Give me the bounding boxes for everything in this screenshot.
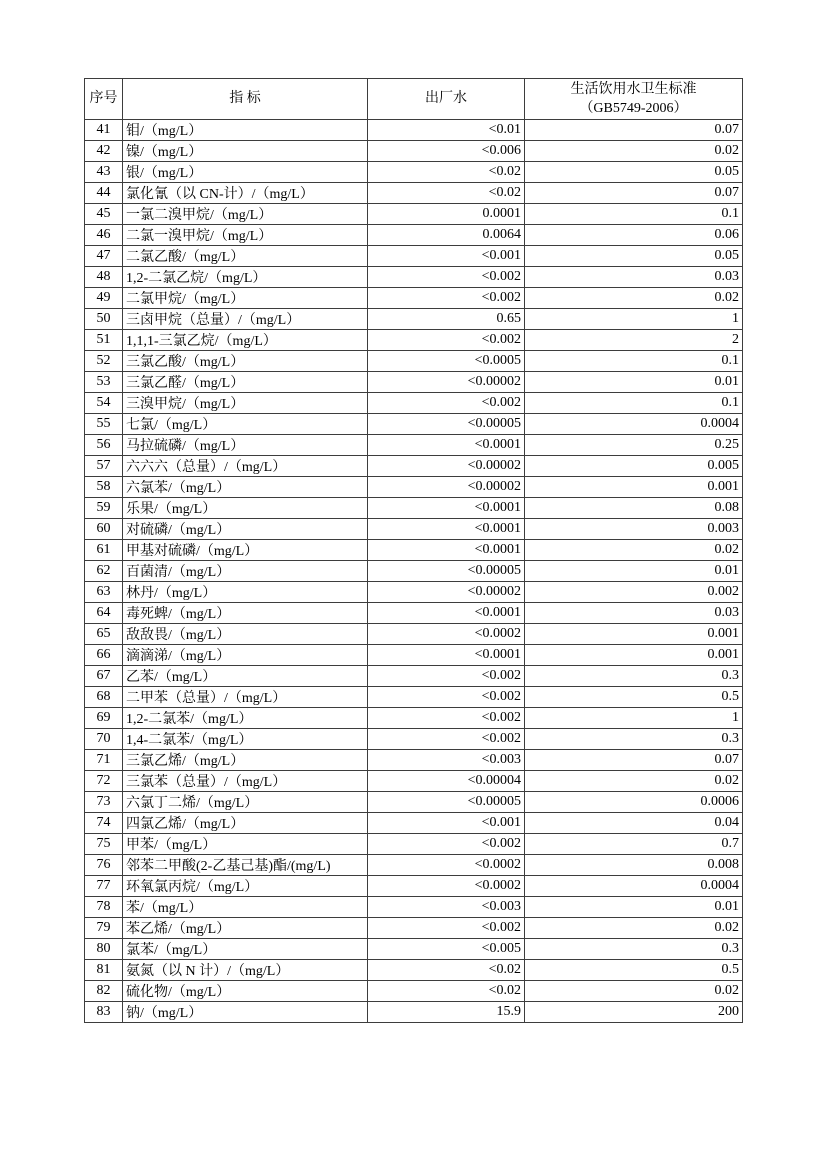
outlet-water-value-cell: <0.02 [368, 183, 525, 204]
table-row [85, 729, 743, 750]
standard-value-cell: 0.25 [525, 435, 743, 456]
table-row [85, 414, 743, 435]
table-row [85, 918, 743, 939]
table-row [85, 120, 743, 141]
indicator-cell: 1,4-二氯苯/（mg/L） [123, 729, 368, 750]
indicator-cell: 四氯乙烯/（mg/L） [123, 813, 368, 834]
table-row [85, 477, 743, 498]
standard-value-cell: 0.05 [525, 162, 743, 183]
serial-number-cell: 58 [85, 477, 123, 498]
table-row [85, 939, 743, 960]
table-row [85, 813, 743, 834]
serial-number-cell: 46 [85, 225, 123, 246]
indicator-cell: 苯乙烯/（mg/L） [123, 918, 368, 939]
indicator-cell: 二甲苯（总量）/（mg/L） [123, 687, 368, 708]
table-row [85, 456, 743, 477]
standard-value-cell: 0.001 [525, 645, 743, 666]
outlet-water-value-cell: <0.0001 [368, 603, 525, 624]
outlet-water-value-cell: <0.0001 [368, 540, 525, 561]
outlet-water-value-cell: <0.0001 [368, 435, 525, 456]
outlet-water-value-cell: <0.003 [368, 750, 525, 771]
table-header [85, 79, 743, 120]
outlet-water-value-cell: <0.00002 [368, 456, 525, 477]
outlet-water-value-cell: <0.002 [368, 666, 525, 687]
outlet-water-value-cell: <0.02 [368, 960, 525, 981]
indicator-cell: 邻苯二甲酸(2-乙基己基)酯/(mg/L) [123, 855, 368, 876]
serial-number-cell: 64 [85, 603, 123, 624]
outlet-water-value-cell: 0.0064 [368, 225, 525, 246]
standard-value-cell: 0.01 [525, 372, 743, 393]
table-row [85, 666, 743, 687]
indicator-cell: 林丹/（mg/L） [123, 582, 368, 603]
outlet-water-value-cell: <0.00005 [368, 561, 525, 582]
outlet-water-value-cell: <0.02 [368, 981, 525, 1002]
header-row [85, 79, 743, 120]
indicator-cell: 氯苯/（mg/L） [123, 939, 368, 960]
serial-number-cell: 73 [85, 792, 123, 813]
standard-value-cell: 0.003 [525, 519, 743, 540]
serial-number-cell: 41 [85, 120, 123, 141]
table-row [85, 771, 743, 792]
table-row [85, 876, 743, 897]
serial-number-cell: 56 [85, 435, 123, 456]
standard-value-cell: 0.07 [525, 750, 743, 771]
serial-number-cell: 51 [85, 330, 123, 351]
serial-number-cell: 68 [85, 687, 123, 708]
outlet-water-value-cell: <0.0001 [368, 645, 525, 666]
table-row [85, 225, 743, 246]
serial-number-cell: 60 [85, 519, 123, 540]
table-row [85, 561, 743, 582]
water-quality-table [84, 78, 743, 1023]
table-row [85, 624, 743, 645]
indicator-cell: 1,2-二氯苯/（mg/L） [123, 708, 368, 729]
indicator-cell: 百菌清/（mg/L） [123, 561, 368, 582]
outlet-water-value-cell: <0.001 [368, 813, 525, 834]
outlet-water-value-cell: <0.00002 [368, 582, 525, 603]
indicator-cell: 二氯甲烷/（mg/L） [123, 288, 368, 309]
indicator-cell: 苯/（mg/L） [123, 897, 368, 918]
standard-value-cell: 0.3 [525, 939, 743, 960]
outlet-water-value-cell: 15.9 [368, 1002, 525, 1023]
serial-number-cell: 52 [85, 351, 123, 372]
indicator-cell: 七氯/（mg/L） [123, 414, 368, 435]
indicator-cell: 六氯苯/（mg/L） [123, 477, 368, 498]
table-row [85, 897, 743, 918]
table-row [85, 981, 743, 1002]
table-row [85, 582, 743, 603]
indicator-cell: 三氯乙酸/（mg/L） [123, 351, 368, 372]
indicator-cell: 1,1,1-三氯乙烷/（mg/L） [123, 330, 368, 351]
serial-number-cell: 53 [85, 372, 123, 393]
indicator-cell: 敌敌畏/（mg/L） [123, 624, 368, 645]
outlet-water-value-cell: <0.00002 [368, 477, 525, 498]
standard-value-cell: 0.07 [525, 183, 743, 204]
outlet-water-value-cell: <0.0001 [368, 519, 525, 540]
table-row [85, 540, 743, 561]
standard-value-cell: 2 [525, 330, 743, 351]
indicator-cell: 环氧氯丙烷/（mg/L） [123, 876, 368, 897]
outlet-water-value-cell: 0.0001 [368, 204, 525, 225]
indicator-cell: 六六六（总量）/（mg/L） [123, 456, 368, 477]
standard-value-cell: 0.5 [525, 687, 743, 708]
outlet-water-value-cell: <0.0002 [368, 876, 525, 897]
indicator-cell: 二氯一溴甲烷/（mg/L） [123, 225, 368, 246]
indicator-cell: 三溴甲烷/（mg/L） [123, 393, 368, 414]
standard-header-line1: 生活饮用水卫生标准 [570, 82, 697, 97]
serial-number-cell: 80 [85, 939, 123, 960]
serial-number-cell: 70 [85, 729, 123, 750]
indicator-cell: 一氯二溴甲烷/（mg/L） [123, 204, 368, 225]
indicator-cell: 甲基对硫磷/（mg/L） [123, 540, 368, 561]
indicator-cell: 马拉硫磷/（mg/L） [123, 435, 368, 456]
outlet-water-value-cell: <0.0005 [368, 351, 525, 372]
indicator-cell: 硫化物/（mg/L） [123, 981, 368, 1002]
indicator-cell: 三氯乙醛/（mg/L） [123, 372, 368, 393]
indicator-cell: 毒死蜱/（mg/L） [123, 603, 368, 624]
standard-value-cell: 0.01 [525, 897, 743, 918]
standard-value-cell: 0.02 [525, 918, 743, 939]
indicator-cell: 镍/（mg/L） [123, 141, 368, 162]
indicator-cell: 甲苯/（mg/L） [123, 834, 368, 855]
standard-value-cell: 0.3 [525, 666, 743, 687]
serial-number-cell: 49 [85, 288, 123, 309]
col-header-outlet-water: 出厂水 [368, 79, 525, 120]
standard-value-cell: 0.001 [525, 624, 743, 645]
indicator-cell: 三氯乙烯/（mg/L） [123, 750, 368, 771]
standard-value-cell: 0.7 [525, 834, 743, 855]
serial-number-cell: 69 [85, 708, 123, 729]
table-row [85, 330, 743, 351]
outlet-water-value-cell: <0.003 [368, 897, 525, 918]
serial-number-cell: 81 [85, 960, 123, 981]
col-header-standard [525, 79, 743, 120]
serial-number-cell: 72 [85, 771, 123, 792]
outlet-water-value-cell: <0.00002 [368, 372, 525, 393]
serial-number-cell: 42 [85, 141, 123, 162]
standard-value-cell: 0.03 [525, 267, 743, 288]
standard-value-cell: 0.1 [525, 351, 743, 372]
standard-value-cell: 0.0004 [525, 876, 743, 897]
indicator-cell: 滴滴涕/（mg/L） [123, 645, 368, 666]
standard-value-cell: 0.07 [525, 120, 743, 141]
standard-value-cell: 0.002 [525, 582, 743, 603]
outlet-water-value-cell: <0.002 [368, 330, 525, 351]
serial-number-cell: 76 [85, 855, 123, 876]
standard-value-cell: 0.005 [525, 456, 743, 477]
outlet-water-value-cell: <0.00005 [368, 792, 525, 813]
serial-number-cell: 66 [85, 645, 123, 666]
outlet-water-value-cell: 0.65 [368, 309, 525, 330]
serial-number-cell: 59 [85, 498, 123, 519]
indicator-cell: 对硫磷/（mg/L） [123, 519, 368, 540]
outlet-water-value-cell: <0.0002 [368, 855, 525, 876]
indicator-cell: 银/（mg/L） [123, 162, 368, 183]
serial-number-cell: 45 [85, 204, 123, 225]
serial-number-cell: 57 [85, 456, 123, 477]
indicator-cell: 三氯苯（总量）/（mg/L） [123, 771, 368, 792]
standard-header-line2: （GB5749-2006） [579, 101, 688, 116]
outlet-water-value-cell: <0.002 [368, 729, 525, 750]
indicator-cell: 钼/（mg/L） [123, 120, 368, 141]
outlet-water-value-cell: <0.002 [368, 393, 525, 414]
outlet-water-value-cell: <0.005 [368, 939, 525, 960]
table-row [85, 141, 743, 162]
outlet-water-value-cell: <0.002 [368, 687, 525, 708]
standard-value-cell: 0.04 [525, 813, 743, 834]
serial-number-cell: 82 [85, 981, 123, 1002]
standard-value-cell: 0.1 [525, 393, 743, 414]
table-row [85, 750, 743, 771]
serial-number-cell: 77 [85, 876, 123, 897]
table-row [85, 162, 743, 183]
serial-number-cell: 63 [85, 582, 123, 603]
serial-number-cell: 44 [85, 183, 123, 204]
outlet-water-value-cell: <0.006 [368, 141, 525, 162]
standard-value-cell: 0.02 [525, 141, 743, 162]
table-row [85, 498, 743, 519]
outlet-water-value-cell: <0.002 [368, 267, 525, 288]
serial-number-cell: 74 [85, 813, 123, 834]
table-row [85, 645, 743, 666]
indicator-cell: 氨氮（以 N 计）/（mg/L） [123, 960, 368, 981]
serial-number-cell: 79 [85, 918, 123, 939]
table-row [85, 267, 743, 288]
serial-number-cell: 54 [85, 393, 123, 414]
table-row [85, 519, 743, 540]
serial-number-cell: 55 [85, 414, 123, 435]
table-row [85, 435, 743, 456]
outlet-water-value-cell: <0.00005 [368, 414, 525, 435]
outlet-water-value-cell: <0.002 [368, 288, 525, 309]
serial-number-cell: 43 [85, 162, 123, 183]
standard-value-cell: 0.1 [525, 204, 743, 225]
serial-number-cell: 65 [85, 624, 123, 645]
standard-value-cell: 0.001 [525, 477, 743, 498]
indicator-cell: 三卤甲烷（总量）/（mg/L） [123, 309, 368, 330]
serial-number-cell: 61 [85, 540, 123, 561]
indicator-cell: 1,2-二氯乙烷/（mg/L） [123, 267, 368, 288]
outlet-water-value-cell: <0.001 [368, 246, 525, 267]
table-row [85, 708, 743, 729]
standard-value-cell: 0.05 [525, 246, 743, 267]
serial-number-cell: 50 [85, 309, 123, 330]
standard-value-cell: 0.02 [525, 288, 743, 309]
indicator-cell: 二氯乙酸/（mg/L） [123, 246, 368, 267]
standard-value-cell: 1 [525, 708, 743, 729]
table-row [85, 603, 743, 624]
serial-number-cell: 62 [85, 561, 123, 582]
serial-number-cell: 48 [85, 267, 123, 288]
table-row [85, 246, 743, 267]
standard-value-cell: 0.08 [525, 498, 743, 519]
serial-number-cell: 75 [85, 834, 123, 855]
standard-value-cell: 0.3 [525, 729, 743, 750]
table-body [85, 120, 743, 1023]
indicator-cell: 钠/（mg/L） [123, 1002, 368, 1023]
table-row [85, 204, 743, 225]
table-row [85, 183, 743, 204]
standard-value-cell: 0.008 [525, 855, 743, 876]
indicator-cell: 乐果/（mg/L） [123, 498, 368, 519]
serial-number-cell: 47 [85, 246, 123, 267]
table-row [85, 687, 743, 708]
serial-number-cell: 71 [85, 750, 123, 771]
standard-value-cell: 0.03 [525, 603, 743, 624]
standard-value-cell: 0.02 [525, 540, 743, 561]
outlet-water-value-cell: <0.01 [368, 120, 525, 141]
standard-value-cell: 0.06 [525, 225, 743, 246]
serial-number-cell: 78 [85, 897, 123, 918]
indicator-cell: 六氯丁二烯/（mg/L） [123, 792, 368, 813]
table-row [85, 834, 743, 855]
standard-value-cell: 200 [525, 1002, 743, 1023]
table-row [85, 351, 743, 372]
outlet-water-value-cell: <0.0002 [368, 624, 525, 645]
standard-value-cell: 0.0004 [525, 414, 743, 435]
table-row [85, 372, 743, 393]
table-row [85, 288, 743, 309]
standard-value-cell: 0.5 [525, 960, 743, 981]
standard-value-cell: 0.0006 [525, 792, 743, 813]
standard-value-cell: 1 [525, 309, 743, 330]
serial-number-cell: 67 [85, 666, 123, 687]
table-row [85, 792, 743, 813]
indicator-cell: 氯化氰（以 CN-计）/（mg/L） [123, 183, 368, 204]
col-header-serial-number: 序号 [85, 79, 123, 120]
indicator-cell: 乙苯/（mg/L） [123, 666, 368, 687]
table-row [85, 960, 743, 981]
table-row [85, 309, 743, 330]
col-header-indicator: 指 标 [123, 79, 368, 120]
outlet-water-value-cell: <0.002 [368, 708, 525, 729]
table-row [85, 855, 743, 876]
table-row [85, 393, 743, 414]
table-row [85, 1002, 743, 1023]
standard-value-cell: 0.02 [525, 771, 743, 792]
outlet-water-value-cell: <0.002 [368, 918, 525, 939]
outlet-water-value-cell: <0.0001 [368, 498, 525, 519]
outlet-water-value-cell: <0.00004 [368, 771, 525, 792]
serial-number-cell: 83 [85, 1002, 123, 1023]
outlet-water-value-cell: <0.002 [368, 834, 525, 855]
standard-value-cell: 0.01 [525, 561, 743, 582]
outlet-water-value-cell: <0.02 [368, 162, 525, 183]
standard-value-cell: 0.02 [525, 981, 743, 1002]
